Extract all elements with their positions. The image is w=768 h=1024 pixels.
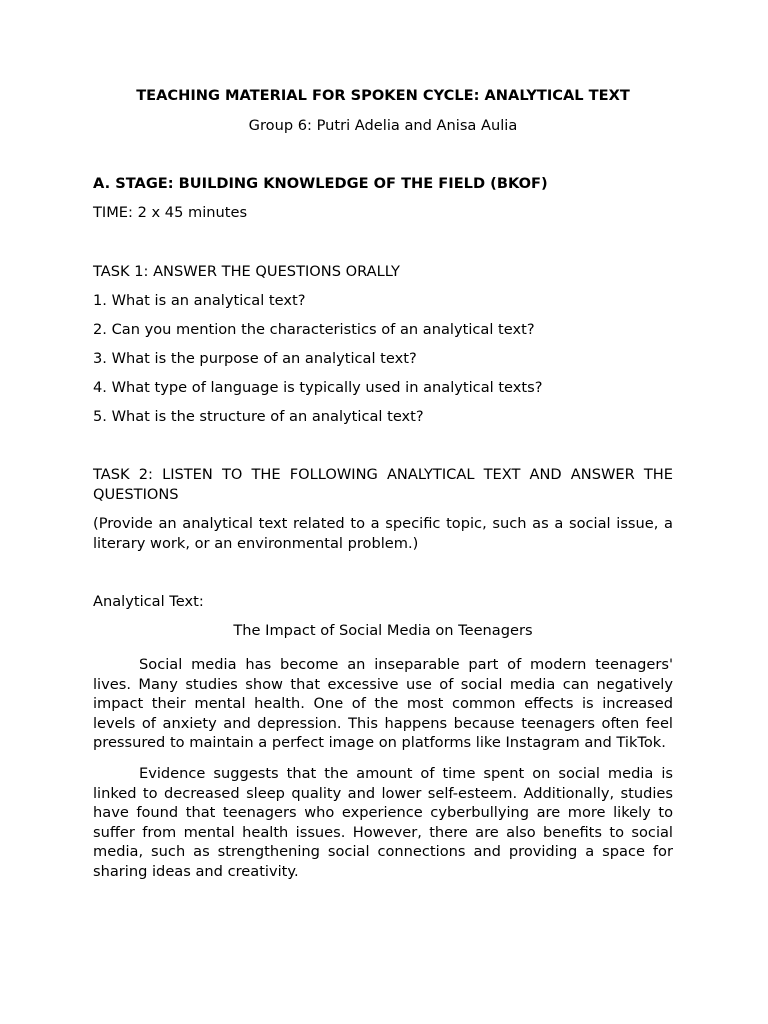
group-line: Group 6: Putri Adelia and Anisa Aulia [248,117,518,134]
question-item: 2. Can you mention the characteristics of an analytical text? [93,321,535,338]
analytical-text-label: Analytical Text: [93,593,204,610]
question-item: 5. What is the structure of an analytical text? [93,408,424,425]
time-line: TIME: 2 x 45 minutes [93,204,248,221]
article-paragraph: Social media has become an inseparable part of modern teenagers' lives. Many studies show that excessive use of social media can negatively impact their mental health. One of the most common effects is increased levels of anxiety and depression. This happens because teenagers often feel pressured to maintain a perfect image on platforms like Instagram and TikTok. [93,656,673,752]
article-title: The Impact of Social Media on Teenagers [233,622,533,639]
question-item: 4. What type of language is typically used in analytical texts? [93,379,543,396]
question-item: 3. What is the purpose of an analytical text? [93,350,417,367]
document-page [93,86,673,882]
question-item: 1. What is an analytical text? [93,292,306,309]
task2-heading: TASK 2: LISTEN TO THE FOLLOWING ANALYTICAL TEXT AND ANSWER THE QUESTIONS [93,466,673,503]
task2-instruction: (Provide an analytical text related to a specific topic, such as a social issue, a literary work, or an environmental problem.) [93,515,673,552]
article-paragraph: Evidence suggests that the amount of time spent on social media is linked to decreased sleep quality and lower self-esteem. Additionally, studies have found that teenagers who experience cyberbullying are more likely to suffer from mental health issues. However, there are also benefits to social media, such as strengthening social connections and providing a space for sharing ideas and creativity. [93,764,673,880]
stage-heading: A. STAGE: BUILDING KNOWLEDGE OF THE FIELD (BKOF) [93,175,548,192]
task1-heading: TASK 1: ANSWER THE QUESTIONS ORALLY [93,263,400,280]
document-title: TEACHING MATERIAL FOR SPOKEN CYCLE: ANALYTICAL TEXT [136,87,630,104]
